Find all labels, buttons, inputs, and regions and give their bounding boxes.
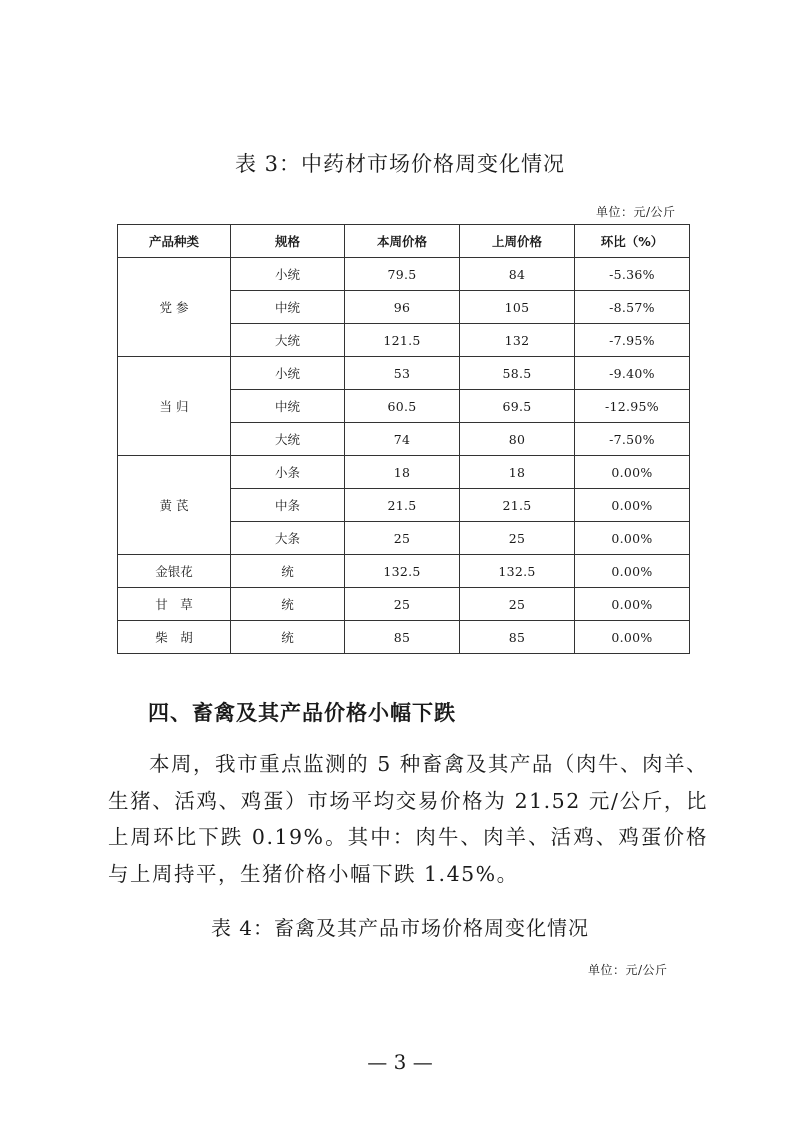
- header-spec: 规格: [231, 225, 345, 258]
- last-week-cell: 80: [460, 423, 575, 456]
- spec-cell: 小统: [231, 258, 345, 291]
- this-week-cell: 85: [345, 621, 460, 654]
- product-cell: 党 参: [118, 258, 231, 357]
- this-week-cell: 53: [345, 357, 460, 390]
- this-week-cell: 96: [345, 291, 460, 324]
- spec-cell: 统: [231, 621, 345, 654]
- header-change: 环比（%）: [575, 225, 690, 258]
- this-week-cell: 25: [345, 588, 460, 621]
- last-week-cell: 85: [460, 621, 575, 654]
- last-week-cell: 18: [460, 456, 575, 489]
- change-cell: 0.00%: [575, 489, 690, 522]
- last-week-cell: 69.5: [460, 390, 575, 423]
- last-week-cell: 84: [460, 258, 575, 291]
- this-week-cell: 121.5: [345, 324, 460, 357]
- product-cell: 柴 胡: [118, 621, 231, 654]
- last-week-cell: 105: [460, 291, 575, 324]
- header-product: 产品种类: [118, 225, 231, 258]
- product-cell: 金银花: [118, 555, 231, 588]
- table-row: [118, 621, 690, 654]
- this-week-cell: 79.5: [345, 258, 460, 291]
- body-paragraph: 本周，我市重点监测的 5 种畜禽及其产品（肉牛、肉羊、生猪、活鸡、鸡蛋）市场平均交易价格为 21.52 元/公斤，比上周环比下跌 0.19%。其中：肉牛、肉羊、活鸡、鸡蛋价格与上周持平，生猪价格小幅下跌 1.45%。: [108, 752, 708, 886]
- table4-unit: 单位：元/公斤: [588, 963, 668, 977]
- spec-cell: 小条: [231, 456, 345, 489]
- change-cell: 0.00%: [575, 456, 690, 489]
- spec-cell: 统: [231, 588, 345, 621]
- spec-cell: 大条: [231, 522, 345, 555]
- change-cell: 0.00%: [575, 555, 690, 588]
- table-row: [118, 588, 690, 621]
- spec-cell: 大统: [231, 324, 345, 357]
- change-cell: -9.40%: [575, 357, 690, 390]
- table-header-row: [118, 225, 690, 258]
- this-week-cell: 60.5: [345, 390, 460, 423]
- section-heading: 四、畜禽及其产品价格小幅下跌: [148, 701, 456, 725]
- table4-title: 表 4：畜禽及其产品市场价格周变化情况: [210, 916, 590, 940]
- this-week-cell: 74: [345, 423, 460, 456]
- spec-cell: 大统: [231, 423, 345, 456]
- product-cell: 甘 草: [118, 588, 231, 621]
- this-week-cell: 132.5: [345, 555, 460, 588]
- table-row: [118, 555, 690, 588]
- table3-title: 表 3：中药材市场价格周变化情况: [234, 152, 566, 176]
- page-number: — 3 —: [367, 1050, 433, 1074]
- change-cell: -12.95%: [575, 390, 690, 423]
- product-cell: 当 归: [118, 357, 231, 456]
- table-row: [118, 357, 690, 390]
- change-cell: 0.00%: [575, 621, 690, 654]
- last-week-cell: 132.5: [460, 555, 575, 588]
- spec-cell: 中统: [231, 291, 345, 324]
- product-cell: 黄 芪: [118, 456, 231, 555]
- last-week-cell: 58.5: [460, 357, 575, 390]
- table3: [117, 224, 690, 654]
- header-this-week: 本周价格: [345, 225, 460, 258]
- table-row: [118, 456, 690, 489]
- last-week-cell: 25: [460, 588, 575, 621]
- header-last-week: 上周价格: [460, 225, 575, 258]
- last-week-cell: 21.5: [460, 489, 575, 522]
- spec-cell: 中统: [231, 390, 345, 423]
- last-week-cell: 25: [460, 522, 575, 555]
- change-cell: -7.50%: [575, 423, 690, 456]
- spec-cell: 统: [231, 555, 345, 588]
- last-week-cell: 132: [460, 324, 575, 357]
- table3-unit: 单位：元/公斤: [596, 205, 676, 219]
- change-cell: -8.57%: [575, 291, 690, 324]
- spec-cell: 中条: [231, 489, 345, 522]
- change-cell: 0.00%: [575, 522, 690, 555]
- change-cell: -5.36%: [575, 258, 690, 291]
- this-week-cell: 25: [345, 522, 460, 555]
- change-cell: 0.00%: [575, 588, 690, 621]
- this-week-cell: 18: [345, 456, 460, 489]
- change-cell: -7.95%: [575, 324, 690, 357]
- table-row: [118, 258, 690, 291]
- spec-cell: 小统: [231, 357, 345, 390]
- this-week-cell: 21.5: [345, 489, 460, 522]
